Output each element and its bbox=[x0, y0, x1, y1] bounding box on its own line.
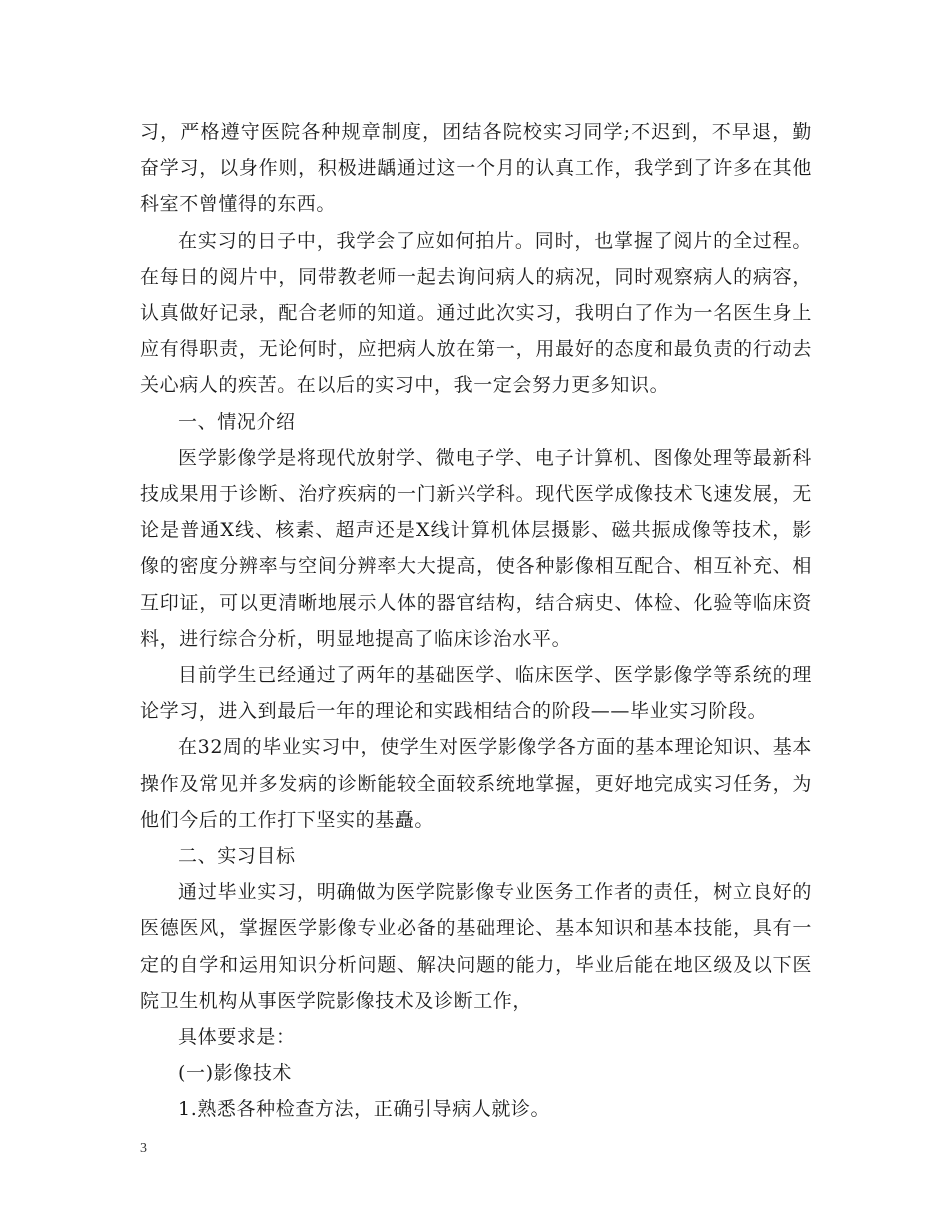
subheading-imaging-technique: (一)影像技术 bbox=[178, 1062, 293, 1085]
document-body bbox=[140, 114, 812, 1128]
section-heading-situation: 一、情况介绍 bbox=[178, 410, 296, 433]
paragraph-6: 通过毕业实习，明确做为医学院影像专业医务工作者的责任，树立良好的医德医风，掌握医学影像专业必备的基础理论、基本知识和基本技能，具有一定的自学和运用知识分析问题、解决问题的能力，毕业后能在地区级及以下医院卫生机构从事医学院影像技术及诊断工作， bbox=[140, 881, 812, 1012]
paragraph-1: 习，严格遵守医院各种规章制度，团结各院校实习同学;不迟到，不早退，勤奋学习，以身作则，积极进龋通过这一个月的认真工作，我学到了许多在其他科室不曾懂得的东西。 bbox=[140, 121, 812, 216]
paragraph-7: 具体要求是： bbox=[178, 1026, 296, 1049]
paragraph-3: 医学影像学是将现代放射学、微电子学、电子计算机、图像处理等最新科技成果用于诊断、治疗疾病的一门新兴学科。现代医学成像技术飞速发展，无论是普通X线、核素、超声还是X线计算机体层摄影、磁共振成像等技术，影像的密度分辨率与空间分辨率大大提高，使各种影像相互配合、相互补充、相互印证，可以更清晰地展示人体的器官结构，结合病史、体检、化验等临床资料，进行综合分析，明显地提高了临床诊治水平。 bbox=[140, 446, 812, 650]
section-heading-goals: 二、实习目标 bbox=[178, 845, 296, 868]
paragraph-5: 在32周的毕业实习中，使学生对医学影像学各方面的基本理论知识、基本操作及常见并多发病的诊断能较全面较系统地掌握，更好地完成实习任务，为他们今后的工作打下坚实的基矗。 bbox=[140, 736, 812, 831]
page-number: 3 bbox=[140, 1141, 147, 1156]
paragraph-2: 在实习的日子中，我学会了应如何拍片。同时，也掌握了阅片的全过程。在每日的阅片中，同带教老师一起去询问病人的病况，同时观察病人的病容，认真做好记录，配合老师的知道。通过此次实习，我明白了作为一名医生身上应有得职责，无论何时，应把病人放在第一，用最好的态度和最负责的行动去关心病人的疾苦。在以后的实习中，我一定会努力更多知识。 bbox=[140, 229, 812, 397]
paragraph-4: 目前学生已经通过了两年的基础医学、临床医学、医学影像学等系统的理论学习，进入到最后一年的理论和实践相结合的阶段——毕业实习阶段。 bbox=[140, 664, 812, 723]
list-item-1: 1.熟悉各种检查方法，正确引导病人就诊。 bbox=[178, 1098, 551, 1121]
